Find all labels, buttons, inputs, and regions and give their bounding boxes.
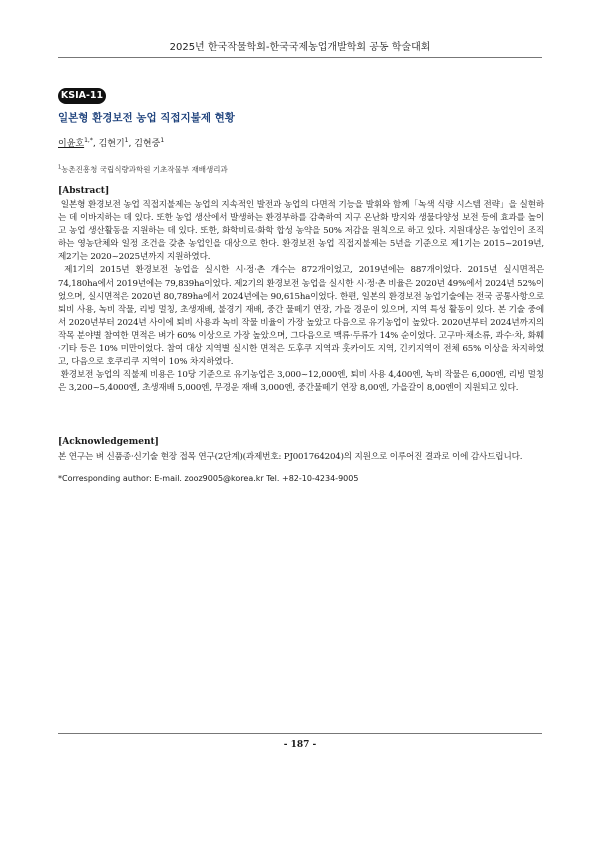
acknowledgement-text: 본 연구는 벼 신품종·신기술 현장 접목 연구(2단계)(과제번호: PJ001764204)의 지원으로 이루어진 결과로 이에 감사드립니다. — [58, 452, 523, 462]
author-2-affil: 1 — [124, 137, 129, 144]
author-2-name: 김현기 — [98, 139, 125, 149]
affiliation-marker: 1 — [58, 164, 62, 171]
footer-divider — [58, 733, 542, 734]
author-1-name: 이윤호 — [58, 139, 85, 149]
affiliation-text: 농촌진흥청 국립식량과학원 기초작물부 재배생리과 — [61, 165, 228, 174]
author-separator: , — [128, 139, 135, 149]
acknowledgement-heading: [Acknowledgement] — [58, 437, 159, 447]
corresponding-author: *Corresponding author: E-mail. zooz9005@korea.kr Tel. +82-10-4234-9005 — [58, 474, 359, 483]
abstract-heading: [Abstract] — [58, 186, 110, 196]
session-badge: KSIA-11 — [58, 88, 106, 104]
author-1-affil: 1,* — [84, 137, 93, 144]
abstract-body — [58, 199, 544, 395]
paper-title: 일본형 환경보전 농업 직접지불제 현황 — [58, 112, 235, 124]
author-separator: , — [92, 139, 99, 149]
page-number: - 187 - — [283, 740, 317, 750]
conference-header: 2025년 한국작물학회-한국국제농업개발학회 공동 학술대회 — [169, 42, 431, 53]
abstract-paragraph-3: 환경보전 농업의 직불제 비용은 10당 기준으로 유기농업은 3,000~12,000엔, 퇴비 사용 4,400엔, 녹비 작물은 6,000엔, 리빙 멀칭은 3,200~5,4000엔, 초생재배 5,000엔, 무경운 재배 3,000엔, 중간물떼기 연장 8,00엔, 가을갈이 8,00엔이 지원되고 있다. — [58, 370, 544, 394]
author-list — [58, 136, 164, 149]
acknowledgement-body — [58, 451, 544, 464]
abstract-paragraph-2: 제1기의 2015년 환경보전 농업을 실시한 시·정·촌 개수는 872개이었고, 2019년에는 887개이었다. 2015년 실시면적은 74,180ha에서 2019년에는 79,839ha이었다. 제2기의 환경보전 농업을 실시한 시·정·촌 비율은 2020년 49%에서 2024년 52%이었으며, 실시면적은 2020년 80,789ha에서 2024년에는 90,615ha이었다. 한편, 일본의 환경보전 농업기술에는 전국 공통사항으로 퇴비 사용, 녹비 작물, 리빙 멀칭, 초생재배, 불경기 재배, 중간 물떼기 연장, 가을 경운이 있으며, 지역 특성 활동이 있다. 본 기술 중에서 2020년부터 2024년 사이에 퇴비 사용과 녹비 작물 비율이 가장 높았고 다음으로 유기농업이 높았다. 2020년부터 2024년까지의 작목 분야별 참여한 면적은 벼가 60% 이상으로 가장 높았으며, 그다음으로 맥류·두류가 14% 순이었다. 고구마·채소류, 과수·차, 화훼·기타 등은 10% 미만이었다. 참여 대상 지역별 실시한 면적은 도후쿠 지역과 홋카이도 지역, 긴키지역이 전체 65% 이상을 차지하였고, 다음으로 호쿠리쿠 지역이 10% 차지하였다. — [58, 265, 544, 368]
affiliation — [58, 164, 228, 175]
author-3-affil: 1 — [160, 137, 165, 144]
abstract-paragraph-1: 일본형 환경보전 농업 직접지불제는 농업의 지속적인 발전과 농업의 다면적 기능을 발휘와 함께「녹색 식량 시스템 전략」을 실현하는 데 이바지하는 데 있다. 또한 농업 생산에서 발생하는 환경부하를 감축하여 지구 온난화 방지와 생물다양성 보전 등에 효과를 높이고 농업 생산활동을 지원하는 데 있다. 또한, 화학비료·화학 합성 농약을 50% 저감을 원칙으로 하고 있다. 지원대상은 농업인이 조직하는 영농단체와 일정 조건을 갖춘 농업인을 대상으로 한다. 환경보전 농업 직접지불제는 5년을 기준으로 제1기는 2015~2019년, 제2기는 2020~2025년까지 지원하였다. — [58, 200, 544, 263]
author-3-name: 김현중 — [134, 139, 161, 149]
header-divider — [58, 57, 542, 58]
